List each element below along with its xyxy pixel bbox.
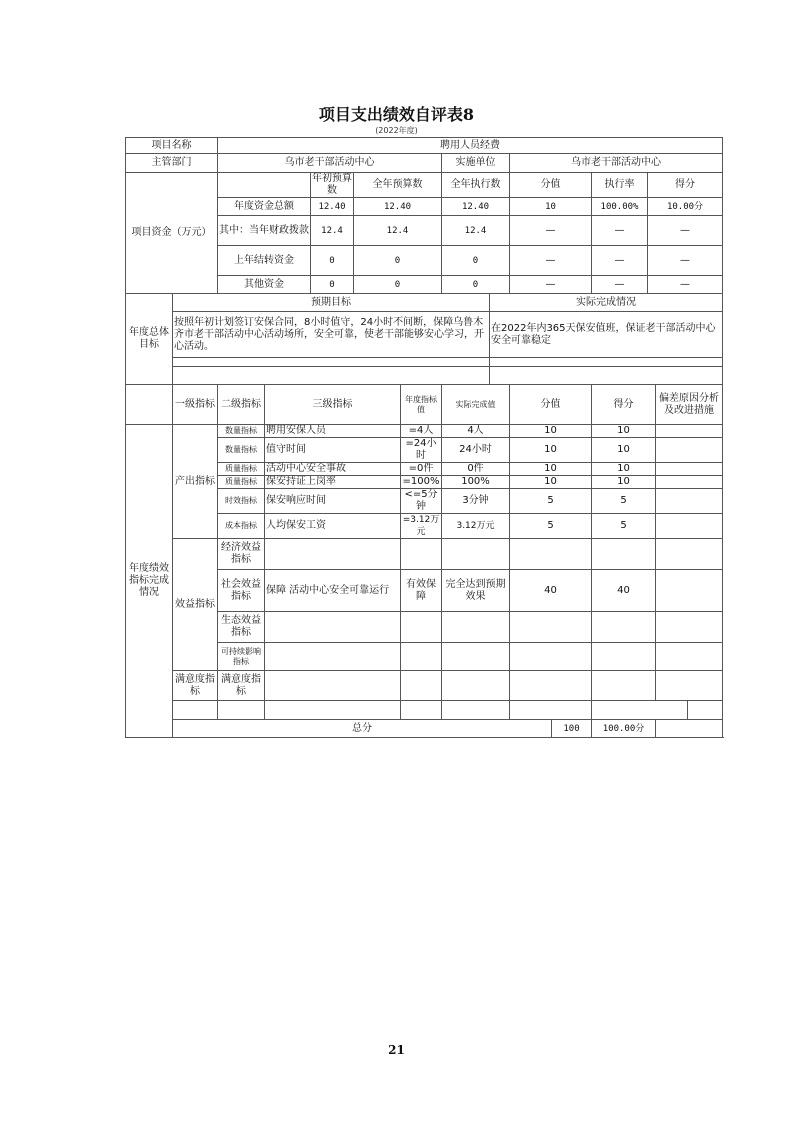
- funds-cell: 0: [442, 276, 510, 294]
- funds-header: 得分: [648, 173, 723, 198]
- social-benefit-label: 社会效益指标: [218, 570, 265, 612]
- blank-cell: [656, 643, 723, 671]
- deviation-analysis: [656, 425, 723, 438]
- blank-cell: [401, 671, 442, 701]
- indicator-got: 10: [592, 438, 656, 463]
- indicator-header: 偏差原因分析及改进措施: [656, 385, 723, 425]
- l2-indicator: 质量指标: [218, 463, 265, 476]
- l3-indicator: 聘用安保人员: [265, 425, 401, 438]
- funds-cell: —: [648, 216, 723, 246]
- blank-cell: [401, 701, 442, 720]
- sustainable-impact-label: 可持续影响指标: [218, 643, 265, 671]
- goal-blank-cell: [173, 367, 490, 385]
- target-value: <=5分钟: [401, 489, 442, 514]
- impl-unit-value: 乌市老干部活动中心: [510, 154, 723, 173]
- blank-cell: [510, 539, 592, 570]
- indicator-score: 10: [510, 463, 592, 476]
- funds-cell: 12.4: [311, 216, 354, 246]
- indicator-header-blank: [126, 385, 173, 425]
- expected-goal-text: 按照年初计划签订安保合同，8小时值守，24小时不间断，保障乌鲁木齐市老干部活动中心活动场所，安全可靠，使老干部能够安心学习，开心活动。: [173, 312, 490, 358]
- blank-cell: [265, 612, 401, 643]
- blank-cell: [442, 612, 510, 643]
- l3-indicator: 人均保安工资: [265, 514, 401, 539]
- blank-cell: [265, 701, 401, 720]
- goal-blank-cell: [490, 367, 723, 385]
- indicator-got: 5: [592, 489, 656, 514]
- blank-cell: [510, 643, 592, 671]
- indicator-header: 二级指标: [218, 385, 265, 425]
- blank-cell: [656, 612, 723, 643]
- blank-cell: [656, 720, 723, 738]
- target-value: =100%: [401, 476, 442, 489]
- funds-header-blank: [218, 173, 311, 198]
- funds-cell: 12.40: [354, 198, 442, 216]
- blank-cell: [265, 539, 401, 570]
- funds-row-label: 上年结转资金: [218, 246, 311, 276]
- indicator-score: 40: [510, 570, 592, 612]
- indicator-header: 分值: [510, 385, 592, 425]
- funds-header: 执行率: [592, 173, 648, 198]
- blank-cell: [656, 671, 723, 701]
- annual-goal-label: 年度总体目标: [126, 294, 173, 385]
- funds-cell: —: [592, 216, 648, 246]
- funds-cell: —: [592, 246, 648, 276]
- target-value: =24小时: [401, 438, 442, 463]
- deviation-analysis: [656, 514, 723, 539]
- funds-cell: 12.4: [354, 216, 442, 246]
- funds-label: 项目资金（万元）: [126, 173, 218, 294]
- benefit-indicator-label: 效益指标: [173, 539, 218, 671]
- l3-indicator: 值守时间: [265, 438, 401, 463]
- blank-cell: [265, 671, 401, 701]
- blank-cell: [265, 643, 401, 671]
- target-value: =0件: [401, 463, 442, 476]
- deviation-analysis: [656, 438, 723, 463]
- indicator-header: 实际完成值: [442, 385, 510, 425]
- blank-cell: [401, 643, 442, 671]
- blank-cell: [442, 643, 510, 671]
- blank-cell: [656, 539, 723, 570]
- actual-value: 100%: [442, 476, 510, 489]
- blank-cell: [592, 643, 656, 671]
- dept-value: 乌市老干部活动中心: [218, 154, 442, 173]
- total-got: 100.00分: [592, 720, 656, 738]
- goal-blank-cell: [490, 358, 723, 367]
- funds-cell: 0: [354, 246, 442, 276]
- page-number: 21: [388, 1043, 405, 1057]
- actual-value: 24小时: [442, 438, 510, 463]
- funds-cell: 12.40: [311, 198, 354, 216]
- funds-header: 全年预算数: [354, 173, 442, 198]
- page-title: 项目支出绩效自评表8: [318, 105, 475, 124]
- expected-goal-header: 预期目标: [173, 294, 490, 312]
- indicator-score: 5: [510, 514, 592, 539]
- dept-label: 主管部门: [126, 154, 218, 173]
- blank-cell: [592, 701, 688, 720]
- funds-cell: 0: [311, 246, 354, 276]
- funds-cell: —: [648, 246, 723, 276]
- total-label: 总分: [173, 720, 552, 738]
- goal-blank-cell: [173, 358, 490, 367]
- economic-benefit-label: 经济效益指标: [218, 539, 265, 570]
- l2-indicator: 数量指标: [218, 438, 265, 463]
- satisfaction-l1-label: 满意度指标: [173, 671, 218, 701]
- year-subtitle: (2022年度): [375, 126, 418, 135]
- blank-cell: [592, 671, 656, 701]
- impl-unit-label: 实施单位: [442, 154, 510, 173]
- funds-cell: —: [510, 276, 592, 294]
- l3-indicator: 活动中心安全事故: [265, 463, 401, 476]
- deviation-analysis: [656, 489, 723, 514]
- indicator-score: 10: [510, 438, 592, 463]
- indicator-got: 10: [592, 463, 656, 476]
- funds-row-label: 年度资金总额: [218, 198, 311, 216]
- blank-cell: [592, 539, 656, 570]
- funds-cell: 0: [311, 276, 354, 294]
- indicator-score: 10: [510, 425, 592, 438]
- funds-cell: 0: [354, 276, 442, 294]
- funds-cell: —: [592, 276, 648, 294]
- indicator-header: 得分: [592, 385, 656, 425]
- actual-value: 3.12万元: [442, 514, 510, 539]
- actual-value: 0件: [442, 463, 510, 476]
- output-indicator-label: 产出指标: [173, 425, 218, 539]
- target-value: =4人: [401, 425, 442, 438]
- funds-cell: 100.00%: [592, 198, 648, 216]
- actual-result-header: 实际完成情况: [490, 294, 723, 312]
- actual-value: 完全达到预期效果: [442, 570, 510, 612]
- blank-cell: [688, 701, 723, 720]
- blank-cell: [442, 701, 510, 720]
- performance-indicators-label: 年度绩效指标完成情况: [126, 425, 173, 738]
- satisfaction-l2-label: 满意度指标: [218, 671, 265, 701]
- deviation-analysis: [656, 463, 723, 476]
- funds-cell: 10: [510, 198, 592, 216]
- funds-cell: —: [648, 276, 723, 294]
- funds-cell: 0: [442, 246, 510, 276]
- blank-cell: [401, 539, 442, 570]
- indicator-got: 5: [592, 514, 656, 539]
- self-evaluation-table: [125, 137, 723, 738]
- funds-header: 分值: [510, 173, 592, 198]
- funds-cell: 10.00分: [648, 198, 723, 216]
- funds-cell: —: [510, 216, 592, 246]
- blank-cell: [218, 701, 265, 720]
- total-score: 100: [552, 720, 592, 738]
- funds-header: 年初预算数: [312, 173, 352, 196]
- indicator-score: 10: [510, 476, 592, 489]
- l3-indicator: 保安响应时间: [265, 489, 401, 514]
- indicator-header: 三级指标: [265, 385, 401, 425]
- funds-row-label: 其中：当年财政拨款: [218, 216, 311, 246]
- funds-cell: —: [510, 246, 592, 276]
- funds-cell: 12.4: [442, 216, 510, 246]
- l2-indicator: 成本指标: [218, 514, 265, 539]
- l3-indicator: 保安持证上岗率: [265, 476, 401, 489]
- ecological-benefit-label: 生态效益指标: [218, 612, 265, 643]
- blank-cell: [442, 539, 510, 570]
- deviation-analysis: [656, 570, 723, 612]
- indicator-got: 10: [592, 476, 656, 489]
- target-value: =3.12万元: [401, 514, 442, 539]
- indicator-got: 40: [592, 570, 656, 612]
- project-name-label: 项目名称: [126, 138, 218, 154]
- actual-value: 3分钟: [442, 489, 510, 514]
- blank-cell: [592, 612, 656, 643]
- funds-row-label: 其他资金: [218, 276, 311, 294]
- blank-cell: [442, 671, 510, 701]
- l2-indicator: 时效指标: [218, 489, 265, 514]
- blank-cell: [510, 671, 592, 701]
- indicator-header: 一级指标: [173, 385, 218, 425]
- funds-header: 全年执行数: [442, 173, 510, 198]
- indicator-header: 年度指标值: [401, 385, 442, 425]
- actual-value: 4人: [442, 425, 510, 438]
- l2-indicator: 质量指标: [218, 476, 265, 489]
- deviation-analysis: [656, 476, 723, 489]
- project-name-value: 聘用人员经费: [218, 138, 723, 154]
- blank-cell: [401, 612, 442, 643]
- actual-result-text: 在2022年内365天保安值班，保证老干部活动中心安全可靠稳定: [490, 312, 723, 358]
- funds-cell: 12.40: [442, 198, 510, 216]
- l3-indicator: 保障 活动中心安全可靠运行: [265, 570, 401, 612]
- indicator-score: 5: [510, 489, 592, 514]
- target-value: 有效保障: [401, 570, 442, 612]
- l2-indicator: 数量指标: [218, 425, 265, 438]
- blank-cell: [173, 701, 218, 720]
- blank-cell: [510, 612, 592, 643]
- indicator-got: 10: [592, 425, 656, 438]
- blank-cell: [510, 701, 592, 720]
